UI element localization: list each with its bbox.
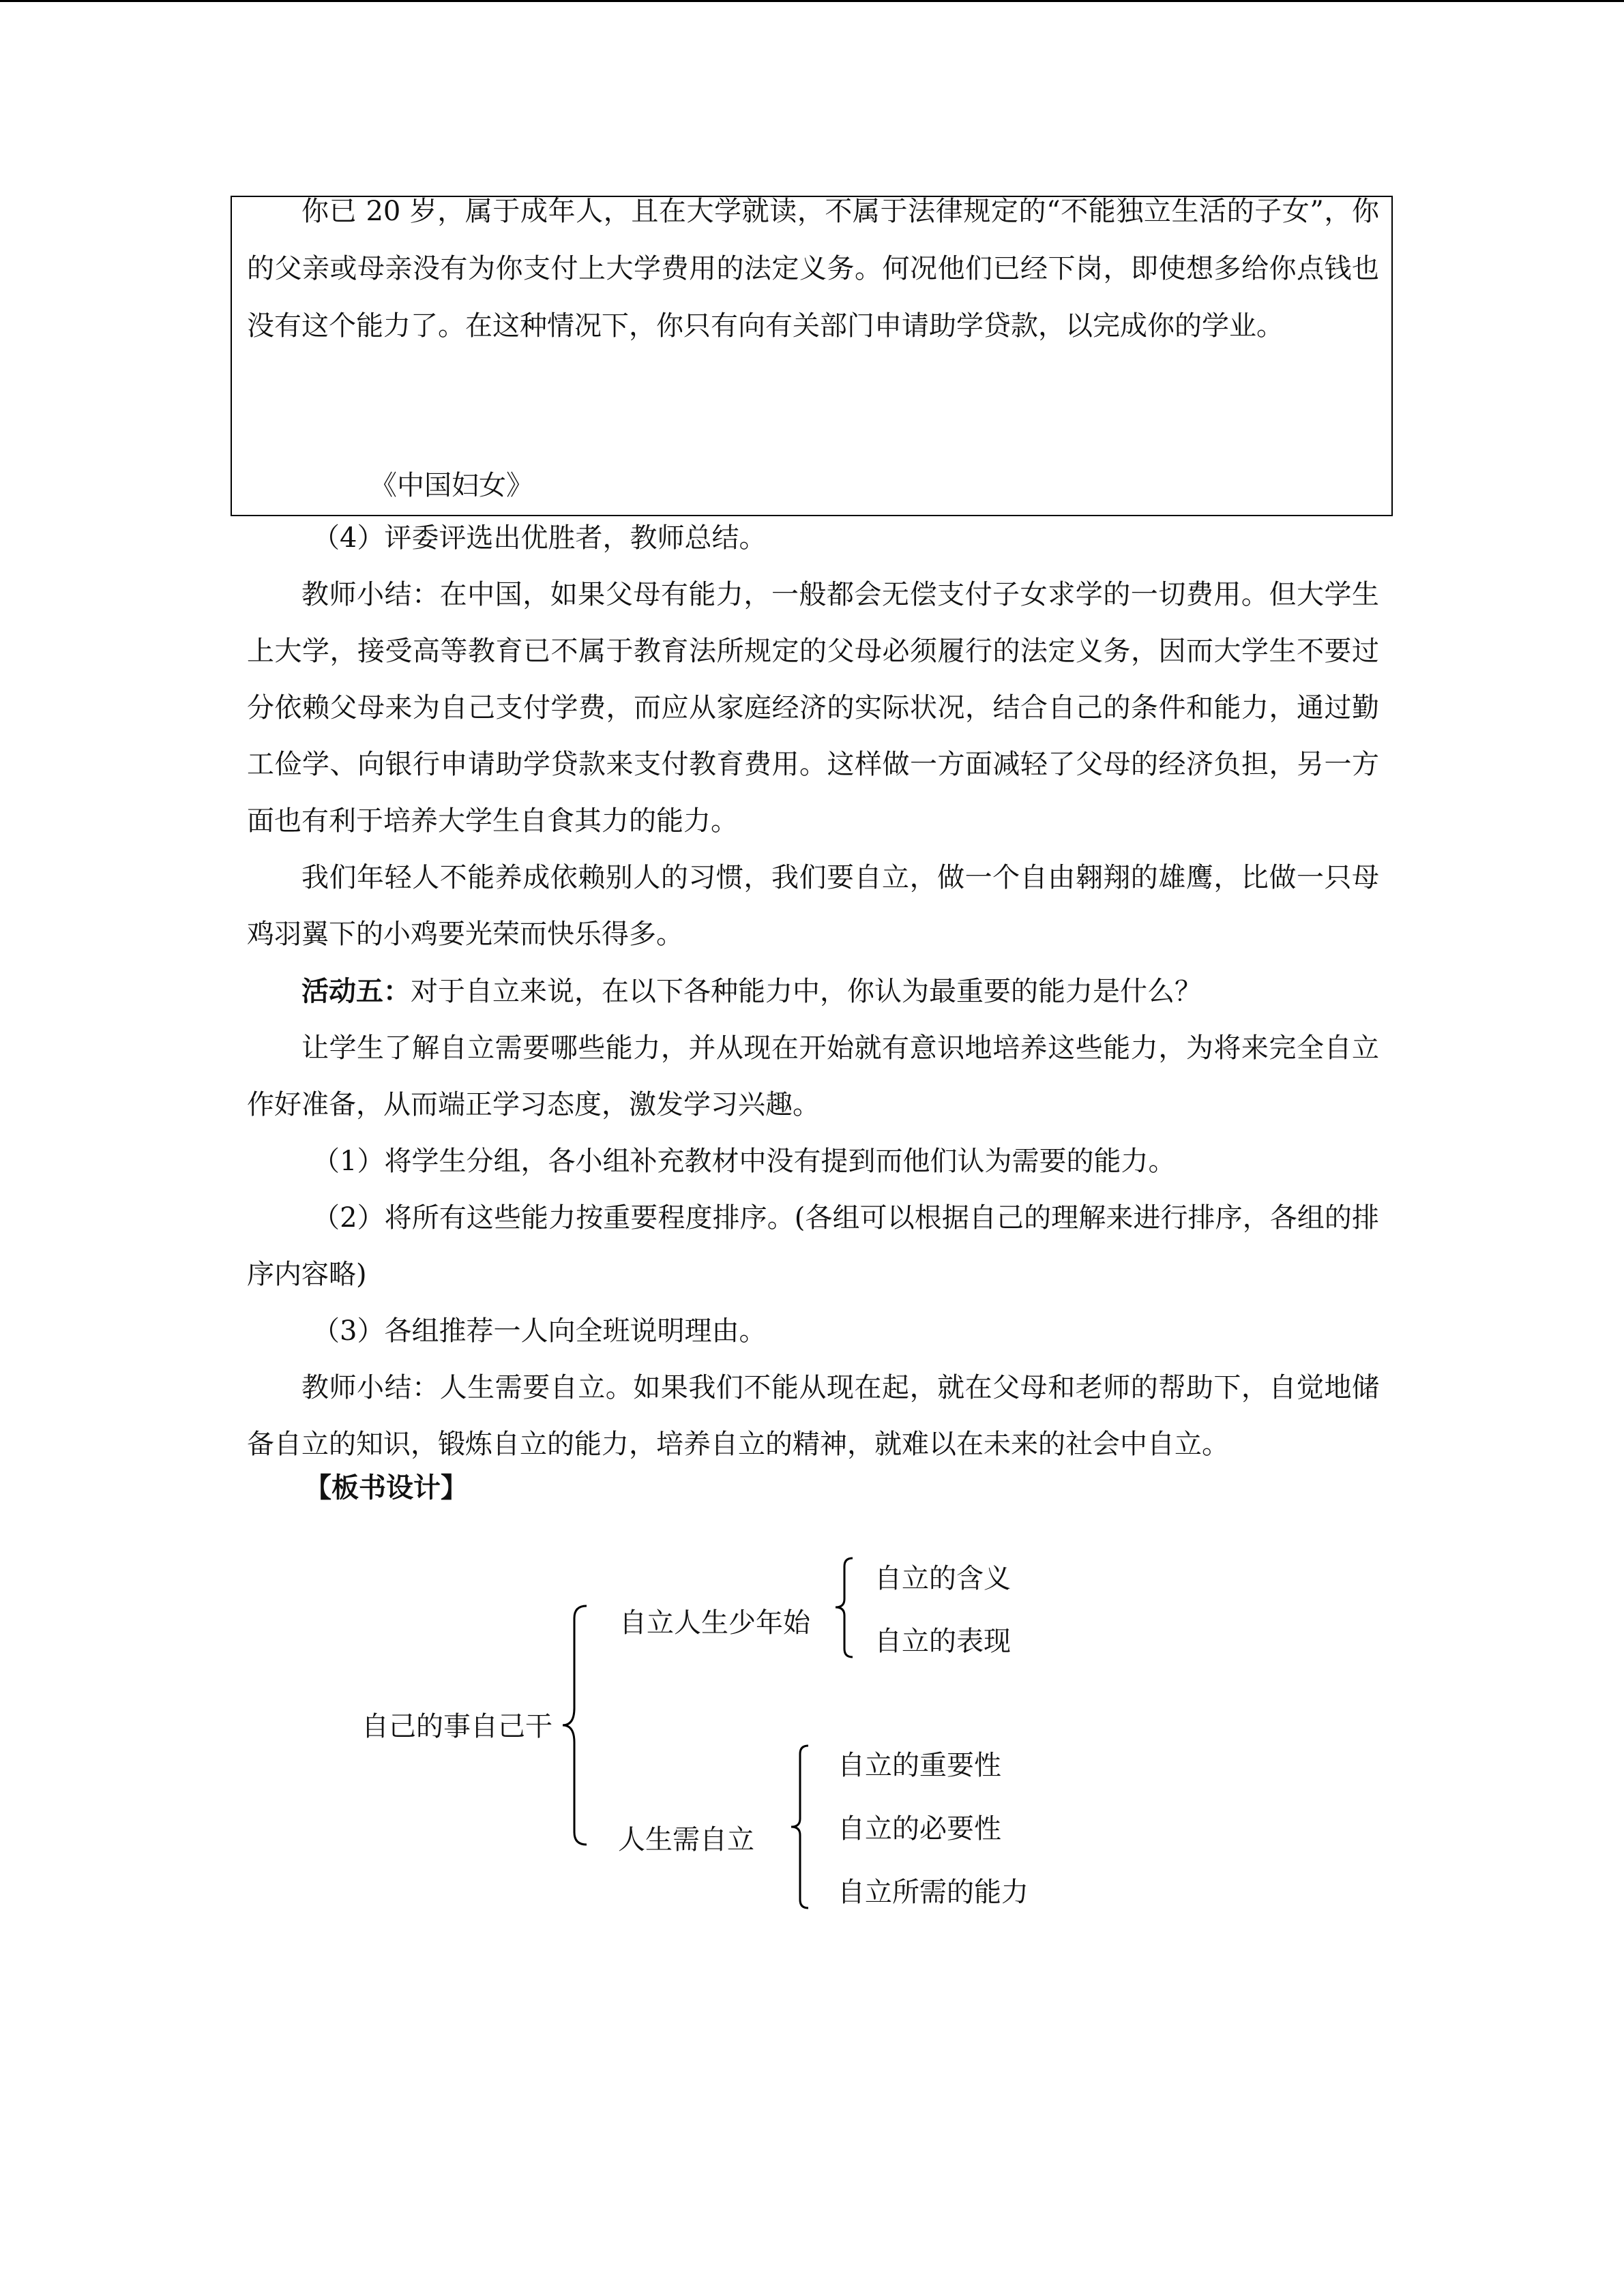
lesson-body (247, 510, 1379, 1473)
quote-text-block (247, 183, 1379, 355)
activity-5 (247, 963, 1379, 1020)
branch-1-item-2: 自立的表现 (874, 1626, 1011, 1657)
activity-purpose: 让学生了解自立需要哪些能力，并从现在开始就有意识地培养这些能力，为将来完全自立作好准备，从而端正学习态度，激发学习兴趣。 (247, 1032, 1379, 1120)
board-design-heading: 【板书设计】 (304, 1472, 468, 1504)
step-3: （3）各组推荐一人向全班说明理由。 (312, 1315, 767, 1347)
branch-2-item-3: 自立所需的能力 (838, 1877, 1029, 1908)
branch-2-item-1: 自立的重要性 (838, 1750, 1001, 1781)
eagle-paragraph: 我们年轻人不能养成依赖别人的习惯，我们要自立，做一个自由翱翔的雄鹰，比做一只母鸡羽翼下的小鸡要光荣而快乐得多。 (247, 862, 1379, 950)
branch-1-brace (832, 1558, 859, 1657)
step-2: （2）将所有这些能力按重要程度排序。(各组可以根据自己的理解来进行排序，各组的排序内容略) (247, 1202, 1379, 1290)
teacher-summary-2: 教师小结：人生需要自立。如果我们不能从现在起，就在父母和老师的帮助下，自觉地储备自立的知识，锻炼自立的能力，培养自立的精神，就难以在未来的社会中自立。 (247, 1372, 1379, 1460)
teacher-summary-1: 教师小结：在中国，如果父母有能力，一般都会无偿支付子女求学的一切费用。但大学生上大学，接受高等教育已不属于教育法所规定的父母必须履行的法定义务，因而大学生不要过分依赖父母来为自己支付学费，而应从家庭经济的实际状况，结合自己的条件和能力，通过勤工俭学、向银行申请助学贷款来支付教育费用。这样做一方面减轻了父母的经济负担，另一方面也有利于培养大学生自食其力的能力。 (247, 579, 1379, 837)
page-top-rule (0, 0, 1624, 2)
step-4: （4）评委评选出优胜者，教师总结。 (312, 522, 767, 554)
branch-2-item-2: 自立的必要性 (838, 1813, 1001, 1845)
branch-1-item-1: 自立的含义 (874, 1563, 1011, 1594)
branch-1-label: 自立人生少年始 (619, 1607, 810, 1639)
quote-source: 《中国妇女》 (370, 470, 533, 501)
branch-2-label: 人生需自立 (618, 1824, 754, 1855)
board-root: 自己的事自己干 (361, 1711, 552, 1742)
branch-2-brace (788, 1746, 815, 1908)
quote-paragraph: 你已 20 岁，属于成年人，且在大学就读，不属于法律规定的“不能独立生活的子女”，你的父亲或母亲没有为你支付上大学费用的法定义务。何况他们已经下岗，即使想多给你点钱也没有这个能力了。在这种情况下，你只有向有关部门申请助学贷款，以完成你的学业。 (247, 196, 1379, 342)
step-1: （1）将学生分组，各小组补充教材中没有提到而他们认为需要的能力。 (312, 1146, 1176, 1177)
root-brace (559, 1606, 600, 1845)
activity-5-text: 对于自立来说，在以下各种能力中，你认为最重要的能力是什么？ (411, 976, 1202, 1007)
activity-5-label: 活动五： (301, 975, 411, 1007)
